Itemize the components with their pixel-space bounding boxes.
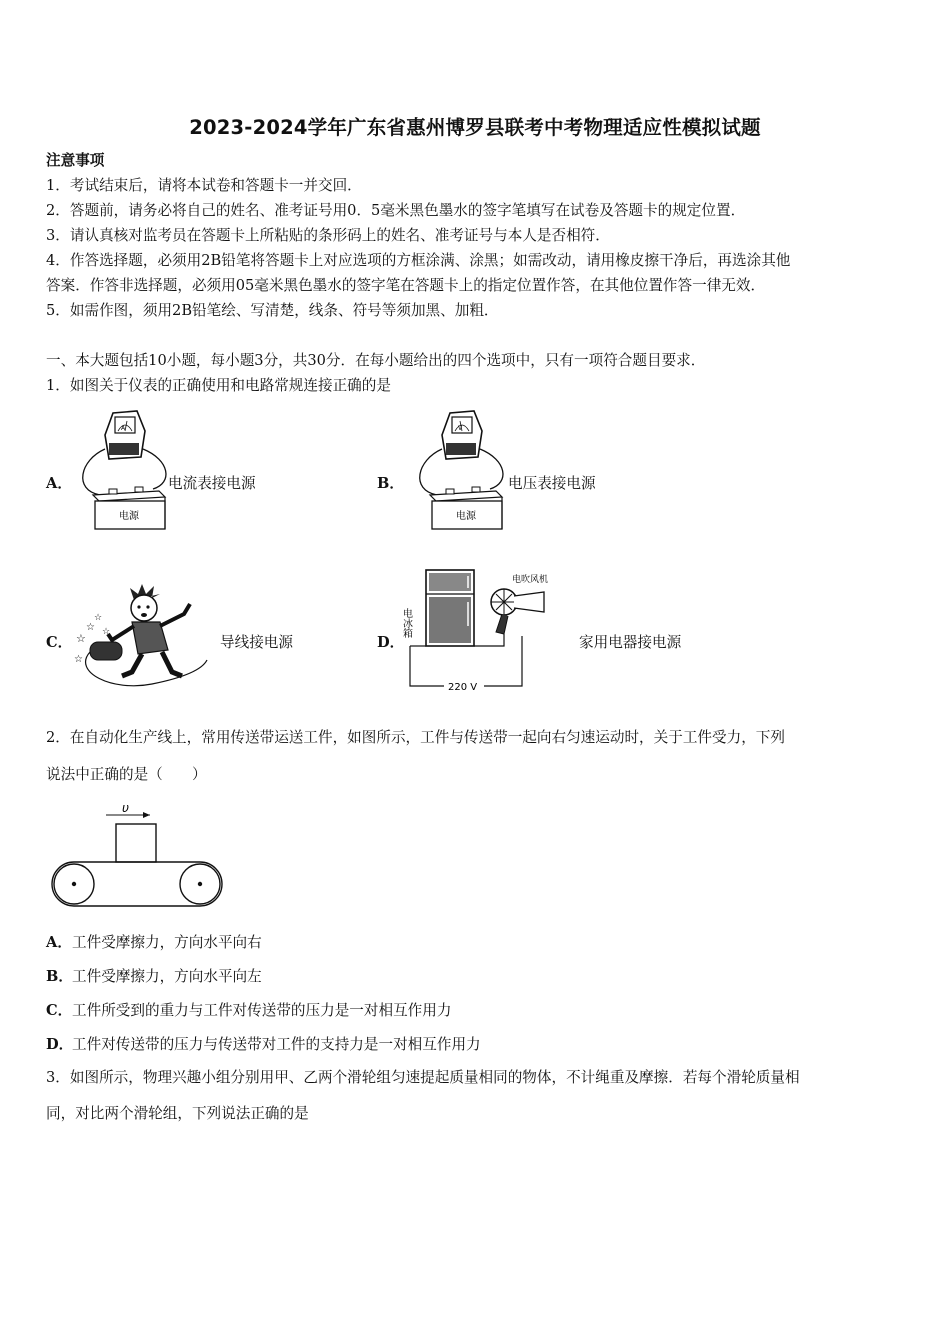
section-heading: 一、本大题包括10小题，每小题3分，共30分．在每小题给出的四个选项中，只有一项符合题目要求． — [46, 352, 706, 369]
svg-text:☆: ☆ — [102, 627, 111, 637]
notice-heading: 注意事项 — [46, 152, 105, 169]
voltage-label: 220 V — [448, 682, 478, 693]
q2-option-a-text: 工件受摩擦力，方向水平向右 — [72, 934, 262, 951]
notice-item-2: 2．答题前，请务必将自己的姓名、准考证号用0．5毫米黑色墨水的签字笔填写在试卷及答题卡的规定位置． — [46, 202, 746, 219]
svg-text:☆: ☆ — [76, 632, 86, 645]
q1-option-a-text: 电流表接电源 — [168, 475, 256, 492]
fridge-label: 电冰箱 — [400, 608, 412, 638]
q2-option-d-text: 工件对传送带的压力与传送带对工件的支持力是一对相互作用力 — [72, 1036, 481, 1053]
q2-stem-line2: 说法中正确的是（ ） — [46, 766, 207, 783]
svg-text:☆: ☆ — [74, 654, 83, 665]
notice-item-5: 5．如需作图，须用2B铅笔绘、写清楚，线条、符号等须加黑、加粗． — [46, 302, 499, 319]
svg-text:A: A — [121, 425, 126, 432]
conveyor-belt-diagram — [50, 798, 230, 910]
q1-option-a-letter: A． — [46, 475, 72, 492]
shocked-person-diagram — [72, 580, 212, 695]
q2-option-c-text: 工件所受到的重力与工件对传送带的压力是一对相互作用力 — [72, 1002, 452, 1019]
voltmeter-diagram — [412, 405, 512, 535]
q2-option-b-letter: B． — [46, 968, 73, 985]
q2-option-a-letter: A． — [46, 934, 72, 951]
notice-item-3: 3．请认真核对监考员在答题卡上所粘贴的条形码上的姓名、准考证号与本人是否相符． — [46, 227, 610, 244]
q2-option-b-text: 工件受摩擦力，方向水平向左 — [72, 968, 262, 985]
ammeter-diagram — [75, 405, 175, 535]
power-label-b: 电源 — [456, 511, 476, 522]
power-label-a: 电源 — [119, 511, 139, 522]
svg-text:☆: ☆ — [86, 622, 95, 633]
appliance-circuit-diagram — [400, 566, 564, 694]
velocity-label: υ — [122, 801, 129, 815]
svg-text:☆: ☆ — [94, 613, 103, 623]
q1-option-b-text: 电压表接电源 — [508, 475, 596, 492]
q1-option-d-text: 家用电器接电源 — [579, 634, 682, 651]
svg-text:V: V — [458, 425, 463, 432]
q1-option-c-letter: C． — [46, 634, 73, 651]
page-title: 2023-2024学年广东省惠州博罗县联考中考物理适应性模拟试题 — [189, 116, 761, 139]
dryer-label: 电吹风机 — [512, 575, 549, 585]
notice-item-1: 1．考试结束后，请将本试卷和答题卡一并交回． — [46, 177, 362, 194]
q1-stem: 1．如图关于仪表的正确使用和电路常规连接正确的是 — [46, 377, 391, 394]
q2-option-d-letter: D． — [46, 1036, 74, 1053]
q1-option-b-letter: B． — [377, 475, 404, 492]
q3-stem-line1: 3．如图所示，物理兴趣小组分别用甲、乙两个滑轮组匀速提起质量相同的物体，不计绳重及摩擦．若每个滑轮质量相 — [46, 1069, 800, 1086]
q1-option-d-letter: D． — [377, 634, 405, 651]
notice-item-4: 4．作答选择题，必须用2B铅笔将答题卡上对应选项的方框涂满、涂黑；如需改动，请用橡皮擦干净后，再选涂其他 — [46, 252, 791, 269]
q2-stem-line1: 2．在自动化生产线上，常用传送带运送工件，如图所示，工件与传送带一起向右匀速运动时，关于工件受力，下列 — [46, 729, 785, 746]
q1-option-c-text: 导线接电源 — [220, 634, 293, 651]
q2-option-c-letter: C． — [46, 1002, 73, 1019]
q3-stem-line2: 同，对比两个滑轮组，下列说法正确的是 — [46, 1105, 309, 1122]
notice-item-4-cont: 答案．作答非选择题，必须用05毫米黑色墨水的签字笔在答题卡上的指定位置作答，在其他位置作答一律无效． — [46, 277, 766, 294]
